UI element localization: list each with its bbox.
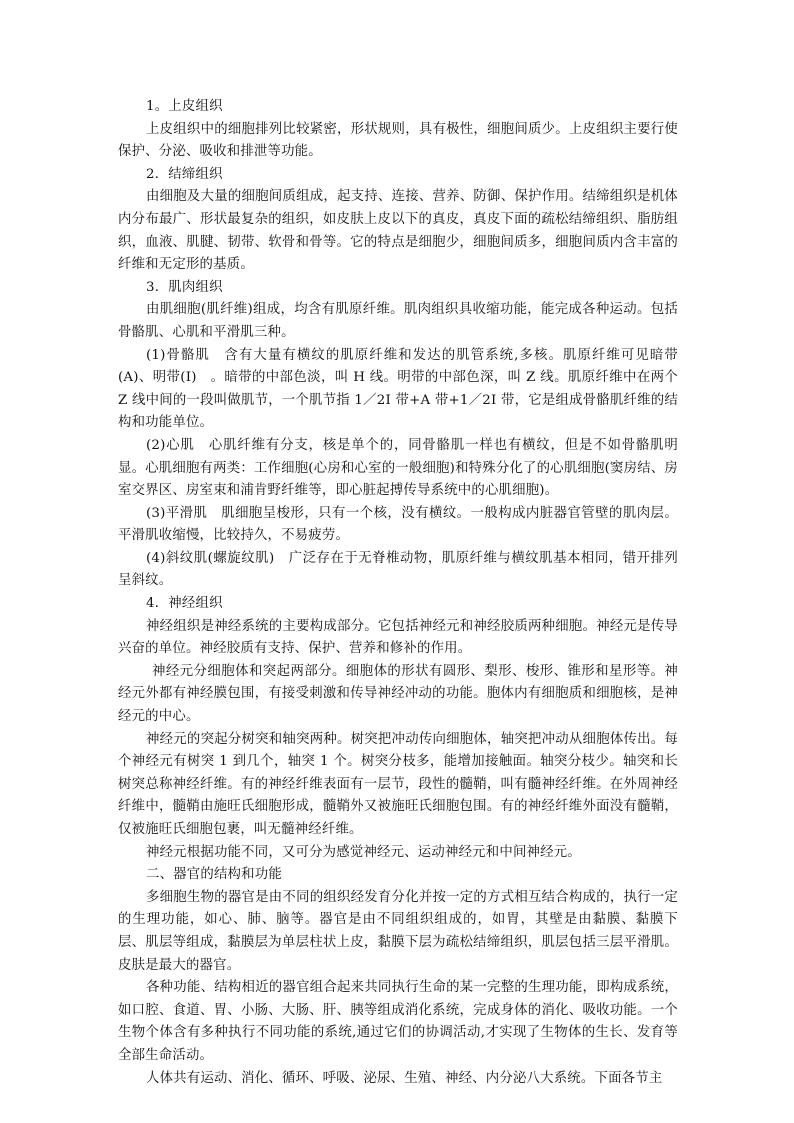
- paragraph-systems: 各种功能、结构相近的器官组合起来共同执行生命的某一完整的生理功能，即构成系统，如口腔、食道、胃、小肠、大肠、肝、胰等组成消化系统，完成身体的消化、吸收功能。一个生物个体含有多种执行不同功能的系统,通过它们的协调活动,才实现了生物体的生长、发育等全部生命活动。: [118, 980, 678, 1063]
- section-heading-organs: 二、器官的结构和功能: [146, 867, 282, 883]
- paragraph-connective: 由细胞及大量的细胞间质组成，起支持、连接、营养、防御、保护作用。结缔组织是机体内分布最广、形状最复杂的组织，如皮肤上皮以下的真皮，真皮下面的疏松结缔组织、脂肪组织，血液、肌腱、韧带、软骨和骨等。它的特点是细胞少，细胞间质多，细胞间质内含丰富的纤维和无定形的基质。: [118, 189, 678, 273]
- section-heading-connective: 2．结缔组织: [146, 166, 223, 182]
- document-page: [118, 96, 692, 1090]
- section-heading-muscle: 3．肌肉组织: [146, 279, 223, 295]
- paragraph-nervous-intro: 神经组织是神经系统的主要构成部分。它包括神经元和神经胶质两种细胞。神经元是传导兴奋的单位。神经胶质有支持、保护、营养和修补的作用。: [118, 618, 678, 657]
- paragraph-skeletal-muscle: (1)骨骼肌 含有大量有横纹的肌原纤维和发达的肌管系统,多核。肌原纤维可见暗带(A)、明带(I) 。暗带的中部色淡，叫 H 线。明带的中部色深，叫 Z 线。肌原纤维中在两个 Z 线中间的一段叫做肌节，一个肌节指 1／2I 带+A 带+1／2I 带，它是组成骨骼肌纤维的结构和功能单位。: [118, 347, 678, 431]
- paragraph-neuron-processes: 神经元的突起分树突和轴突两种。树突把冲动传向细胞体，轴突把冲动从细胞体传出。每个神经元有树突 1 到几个，轴突 1 个。树突分枝多，能增加接触面。轴突分枝少。轴突和长树突总称神经纤维。有的神经纤维表面有一层节，段性的髓鞘，叫有髓神经纤维。在外周神经纤维中，髓鞘由施旺氏细胞形成，髓鞘外又被施旺氏细胞包围。有的神经纤维外面没有髓鞘，仅被施旺氏细胞包裹，叫无髓神经纤维。: [118, 731, 678, 837]
- paragraph-epithelial: 上皮组织中的细胞排列比较紧密，形状规则，具有极性，细胞间质少。上皮组织主要行使保护、分泌、吸收和排泄等功能。: [118, 121, 678, 160]
- paragraph-eight-systems: 人体共有运动、消化、循环、呼吸、泌尿、生殖、神经、内分泌八大系统。下面各节主: [146, 1070, 663, 1086]
- paragraph-oblique-muscle: (4)斜纹肌(螺旋纹肌) 广泛存在于无脊椎动物，肌原纤维与横纹肌基本相同，错开排列呈斜纹。: [118, 550, 678, 589]
- paragraph-muscle-intro: 由肌细胞(肌纤维)组成，均含有肌原纤维。肌肉组织具收缩功能，能完成各种运动。包括骨骼肌、心肌和平滑肌三种。: [118, 302, 678, 340]
- paragraph-neuron-structure: 神经元分细胞体和突起两部分。细胞体的形状有圆形、梨形、梭形、锥形和星形等。神经元外都有神经膜包围，有接受刺激和传导神经冲动的功能。胞体内有细胞质和细胞核，是神经元的中心。: [118, 663, 678, 725]
- section-heading-nervous: 4．神经组织: [146, 596, 223, 612]
- paragraph-organs: 多细胞生物的器官是由不同的组织经发育分化并按一定的方式相互结合构成的，执行一定的生理功能，如心、肺、脑等。器官是由不同组织组成的，如胃，其壁是由黏膜、黏膜下 层、肌层等组成，黏膜层为单层柱状上皮，黏膜下层为疏松结缔组织，肌层包括三层平滑肌。皮肤是最大的器官。: [118, 889, 692, 973]
- paragraph-cardiac-muscle: (2)心肌 心肌纤维有分支，核是单个的，同骨骼肌一样也有横纹，但是不如骨骼肌明显。心肌细胞有两类：工作细胞(心房和心室的一般细胞)和特殊分化了的心肌细胞(窦房结、房室交界区、房室束和浦肯野纤维等，即心脏起搏传导系统中的心肌细胞)。: [118, 437, 678, 499]
- section-heading-epithelial: 1。上皮组织: [146, 99, 223, 114]
- paragraph-neuron-types: 神经元根据功能不同，又可分为感觉神经元、运动神经元和中间神经元。: [146, 844, 581, 860]
- paragraph-smooth-muscle: (3)平滑肌 肌细胞呈梭形，只有一个核，没有横纹。一般构成内脏器官管壁的肌肉层。平滑肌收缩慢，比较持久，不易疲劳。: [118, 505, 678, 544]
